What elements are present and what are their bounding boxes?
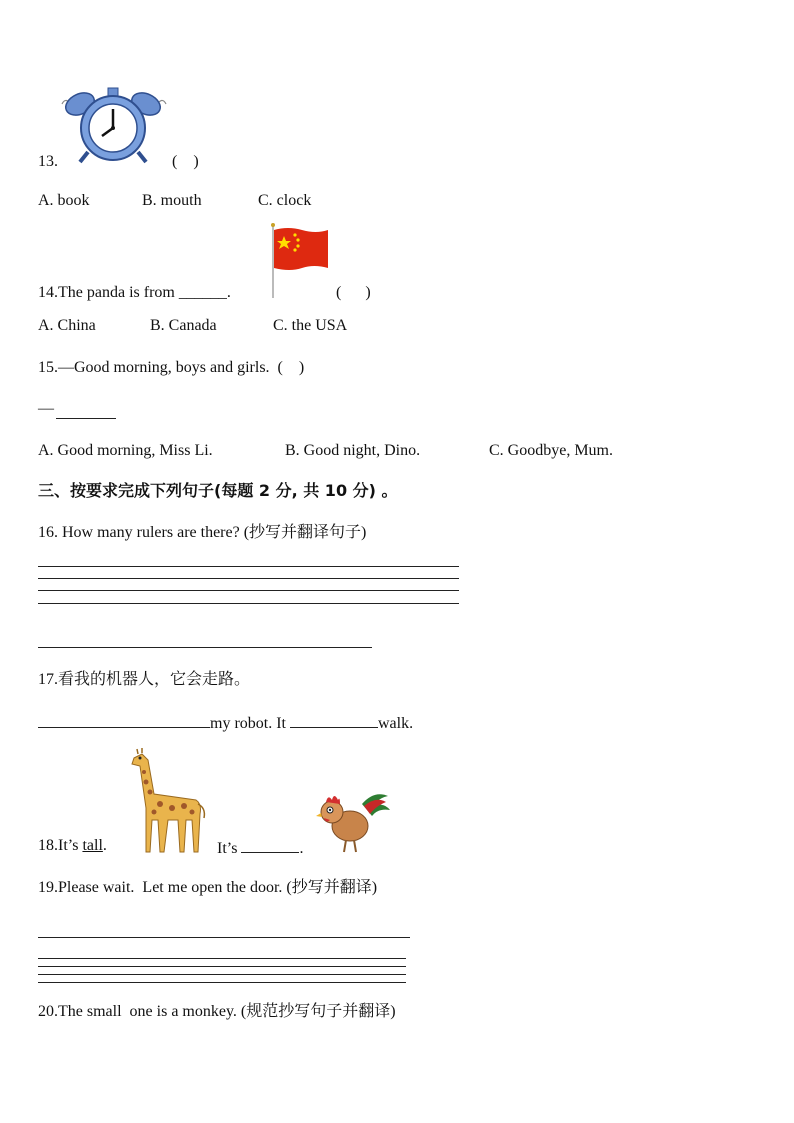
q16-translation-line[interactable] bbox=[38, 647, 372, 648]
q15-option-a[interactable]: A. Good morning, Miss Li. bbox=[38, 442, 213, 459]
china-flag-icon bbox=[268, 222, 330, 300]
q20-prompt: 20.The small one is a monkey. (规范抄写句子并翻译) bbox=[38, 1003, 396, 1020]
q14-option-c[interactable]: C. the USA bbox=[273, 317, 348, 334]
q13-answer-paren[interactable]: ( ) bbox=[172, 153, 199, 170]
q13-number: 13. bbox=[38, 153, 58, 170]
q14-option-b[interactable]: B. Canada bbox=[150, 317, 217, 334]
q13-option-b[interactable]: B. mouth bbox=[142, 192, 202, 209]
q19-prompt: 19.Please wait. Let me open the door. (抄写并翻译) bbox=[38, 879, 378, 896]
q14-option-a[interactable]: A. China bbox=[38, 317, 96, 334]
q15-stem: 15.—Good morning, boys and girls. ( ) bbox=[38, 359, 305, 376]
q14-stem: 14.The panda is from ______. bbox=[38, 284, 231, 301]
alarm-clock-icon bbox=[58, 84, 168, 166]
q15-option-c[interactable]: C. Goodbye, Mum. bbox=[489, 442, 613, 459]
q14-answer-paren[interactable]: ( ) bbox=[336, 284, 371, 301]
q17-sentence: my robot. It walk. bbox=[38, 711, 413, 734]
q17-chinese-prompt: 17.看我的机器人，它会走路。 bbox=[38, 671, 251, 688]
q16-prompt: 16. How many rulers are there? (抄写并翻译句子) bbox=[38, 524, 367, 541]
giraffe-icon bbox=[124, 748, 210, 854]
q18-sentence-2: It’s . bbox=[217, 836, 303, 859]
q13-option-c[interactable]: C. clock bbox=[258, 192, 312, 209]
rooster-icon bbox=[312, 786, 392, 854]
q18-sentence-1: 18.It’s tall. bbox=[38, 837, 107, 854]
q17-blank-1[interactable] bbox=[38, 711, 210, 728]
q17-blank-2[interactable] bbox=[290, 711, 378, 728]
q15-answer-blank[interactable] bbox=[56, 418, 116, 419]
q13-option-a[interactable]: A. book bbox=[38, 192, 90, 209]
q18-answer-blank[interactable] bbox=[241, 836, 299, 853]
q15-dash: — bbox=[38, 400, 54, 417]
q18-keyword: tall bbox=[82, 837, 103, 854]
q15-option-b[interactable]: B. Good night, Dino. bbox=[285, 442, 421, 459]
section-3-heading: 三、按要求完成下列句子(每题 2 分, 共 10 分) 。 bbox=[38, 481, 398, 500]
